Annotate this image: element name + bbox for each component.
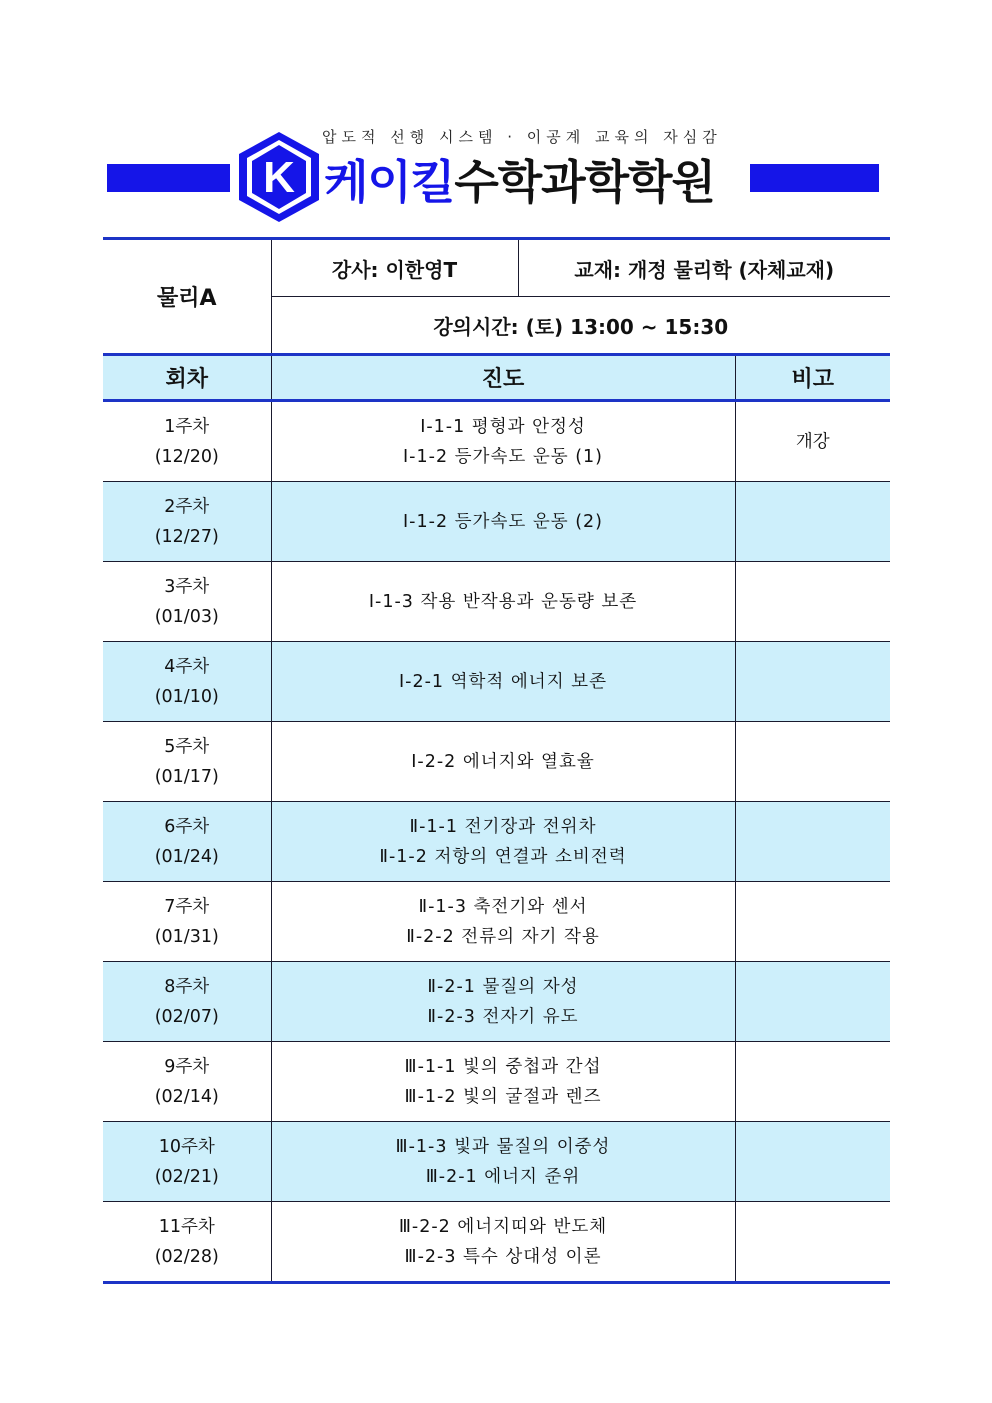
column-header-note: 비고: [735, 355, 890, 401]
session-cell: [103, 1122, 271, 1202]
progress-cell: [271, 882, 735, 962]
session-date: (12/20): [154, 446, 219, 467]
schedule-time-cell: 강의시간: (토) 13:00 ~ 15:30: [271, 297, 890, 355]
note-cell: [735, 482, 890, 562]
session-date: (01/31): [154, 926, 219, 947]
left-brand-bar: [107, 164, 230, 192]
academy-name-blue: 케이킬: [324, 155, 455, 209]
session-cell: [103, 642, 271, 722]
right-brand-bar: [750, 164, 879, 192]
session-cell: [103, 1042, 271, 1122]
session-date: (01/24): [154, 846, 219, 867]
session-week: 10주차: [158, 1136, 215, 1157]
progress-topic: Ⅰ-1-2 등가속도 운동 (1): [403, 446, 603, 467]
session-cell: [103, 562, 271, 642]
table-row: [103, 722, 890, 802]
session-date: (02/07): [154, 1006, 219, 1027]
progress-cell: [271, 562, 735, 642]
instructor-cell: 강사: 이한영T: [271, 239, 518, 297]
progress-cell: [271, 401, 735, 482]
progress-topic: Ⅱ-1-3 축전기와 센서: [418, 896, 588, 917]
logo-letter: K: [263, 153, 295, 202]
table-row: [103, 401, 890, 482]
progress-cell: [271, 642, 735, 722]
session-week: 1주차: [164, 416, 210, 437]
session-cell: [103, 482, 271, 562]
note-cell: 개강: [735, 401, 890, 482]
subject-cell: 물리A: [103, 239, 271, 355]
progress-cell: [271, 1042, 735, 1122]
session-week: 4주차: [164, 656, 210, 677]
table-row: [103, 962, 890, 1042]
progress-topic: Ⅲ-1-2 빛의 굴절과 렌즈: [404, 1086, 602, 1107]
table-row: [103, 1042, 890, 1122]
progress-topic: Ⅲ-2-1 에너지 준위: [425, 1166, 581, 1187]
session-cell: [103, 882, 271, 962]
note-cell: [735, 962, 890, 1042]
session-date: (02/21): [154, 1166, 219, 1187]
session-week: 3주차: [164, 576, 210, 597]
academy-name: [324, 146, 715, 212]
table-row: [103, 882, 890, 962]
progress-cell: [271, 1202, 735, 1283]
column-header-session: 회차: [103, 355, 271, 401]
progress-topic: Ⅱ-2-2 전류의 자기 작용: [406, 926, 600, 947]
session-date: (02/28): [154, 1246, 219, 1267]
progress-topic: Ⅰ-1-1 평형과 안정성: [420, 416, 586, 437]
table-row: [103, 1122, 890, 1202]
session-cell: [103, 722, 271, 802]
session-week: 2주차: [164, 496, 210, 517]
session-date: (01/10): [154, 686, 219, 707]
progress-cell: [271, 802, 735, 882]
progress-cell: [271, 1122, 735, 1202]
progress-topic: Ⅱ-1-1 전기장과 전위차: [409, 816, 597, 837]
session-week: 8주차: [164, 976, 210, 997]
note-cell: [735, 642, 890, 722]
session-date: (12/27): [154, 526, 219, 547]
progress-topic: Ⅲ-2-2 에너지띠와 반도체: [398, 1216, 608, 1237]
progress-topic: Ⅰ-1-2 등가속도 운동 (2): [403, 511, 603, 532]
academy-header: [0, 118, 992, 228]
progress-topic: Ⅲ-1-3 빛과 물질의 이중성: [395, 1136, 611, 1157]
progress-topic: Ⅰ-1-3 작용 반작용과 운동량 보존: [368, 591, 638, 612]
progress-cell: [271, 962, 735, 1042]
session-week: 5주차: [164, 736, 210, 757]
note-cell: [735, 882, 890, 962]
note-cell: [735, 802, 890, 882]
session-week: 7주차: [164, 896, 210, 917]
session-cell: [103, 802, 271, 882]
note-cell: [735, 1122, 890, 1202]
progress-cell: [271, 482, 735, 562]
table-header-row: [103, 355, 890, 401]
column-header-progress: 진도: [271, 355, 735, 401]
progress-topic: Ⅱ-1-2 저항의 연결과 소비전력: [379, 846, 627, 867]
slogan: 압도적 선행 시스템 · 이공계 교육의 자심감: [322, 128, 722, 146]
note-cell: [735, 562, 890, 642]
note-cell: [735, 1042, 890, 1122]
progress-topic: Ⅱ-2-3 전자기 유도: [427, 1006, 579, 1027]
progress-topic: Ⅰ-2-2 에너지와 열효율: [411, 751, 595, 772]
progress-topic: Ⅲ-2-3 특수 상대성 이론: [404, 1246, 602, 1267]
session-date: (01/17): [154, 766, 219, 787]
table-row: [103, 802, 890, 882]
session-week: 9주차: [164, 1056, 210, 1077]
progress-topic: Ⅰ-2-1 역학적 에너지 보존: [399, 671, 607, 692]
progress-cell: [271, 722, 735, 802]
session-week: 11주차: [158, 1216, 215, 1237]
table-row: [103, 562, 890, 642]
note-cell: [735, 722, 890, 802]
note-cell: [735, 1202, 890, 1283]
session-cell: [103, 401, 271, 482]
table-row: [103, 642, 890, 722]
session-date: (01/03): [154, 606, 219, 627]
table-row: [103, 1202, 890, 1283]
session-week: 6주차: [164, 816, 210, 837]
schedule-table: [103, 237, 890, 1284]
academy-name-black: 수학과학학원: [454, 155, 715, 209]
textbook-cell: 교재: 개정 물리학 (자체교재): [518, 239, 890, 297]
session-date: (02/14): [154, 1086, 219, 1107]
progress-topic: Ⅲ-1-1 빛의 중첩과 간섭: [404, 1056, 602, 1077]
academy-logo-icon: [236, 130, 322, 224]
session-cell: [103, 1202, 271, 1283]
progress-topic: Ⅱ-2-1 물질의 자성: [427, 976, 579, 997]
table-row: [103, 482, 890, 562]
session-cell: [103, 962, 271, 1042]
